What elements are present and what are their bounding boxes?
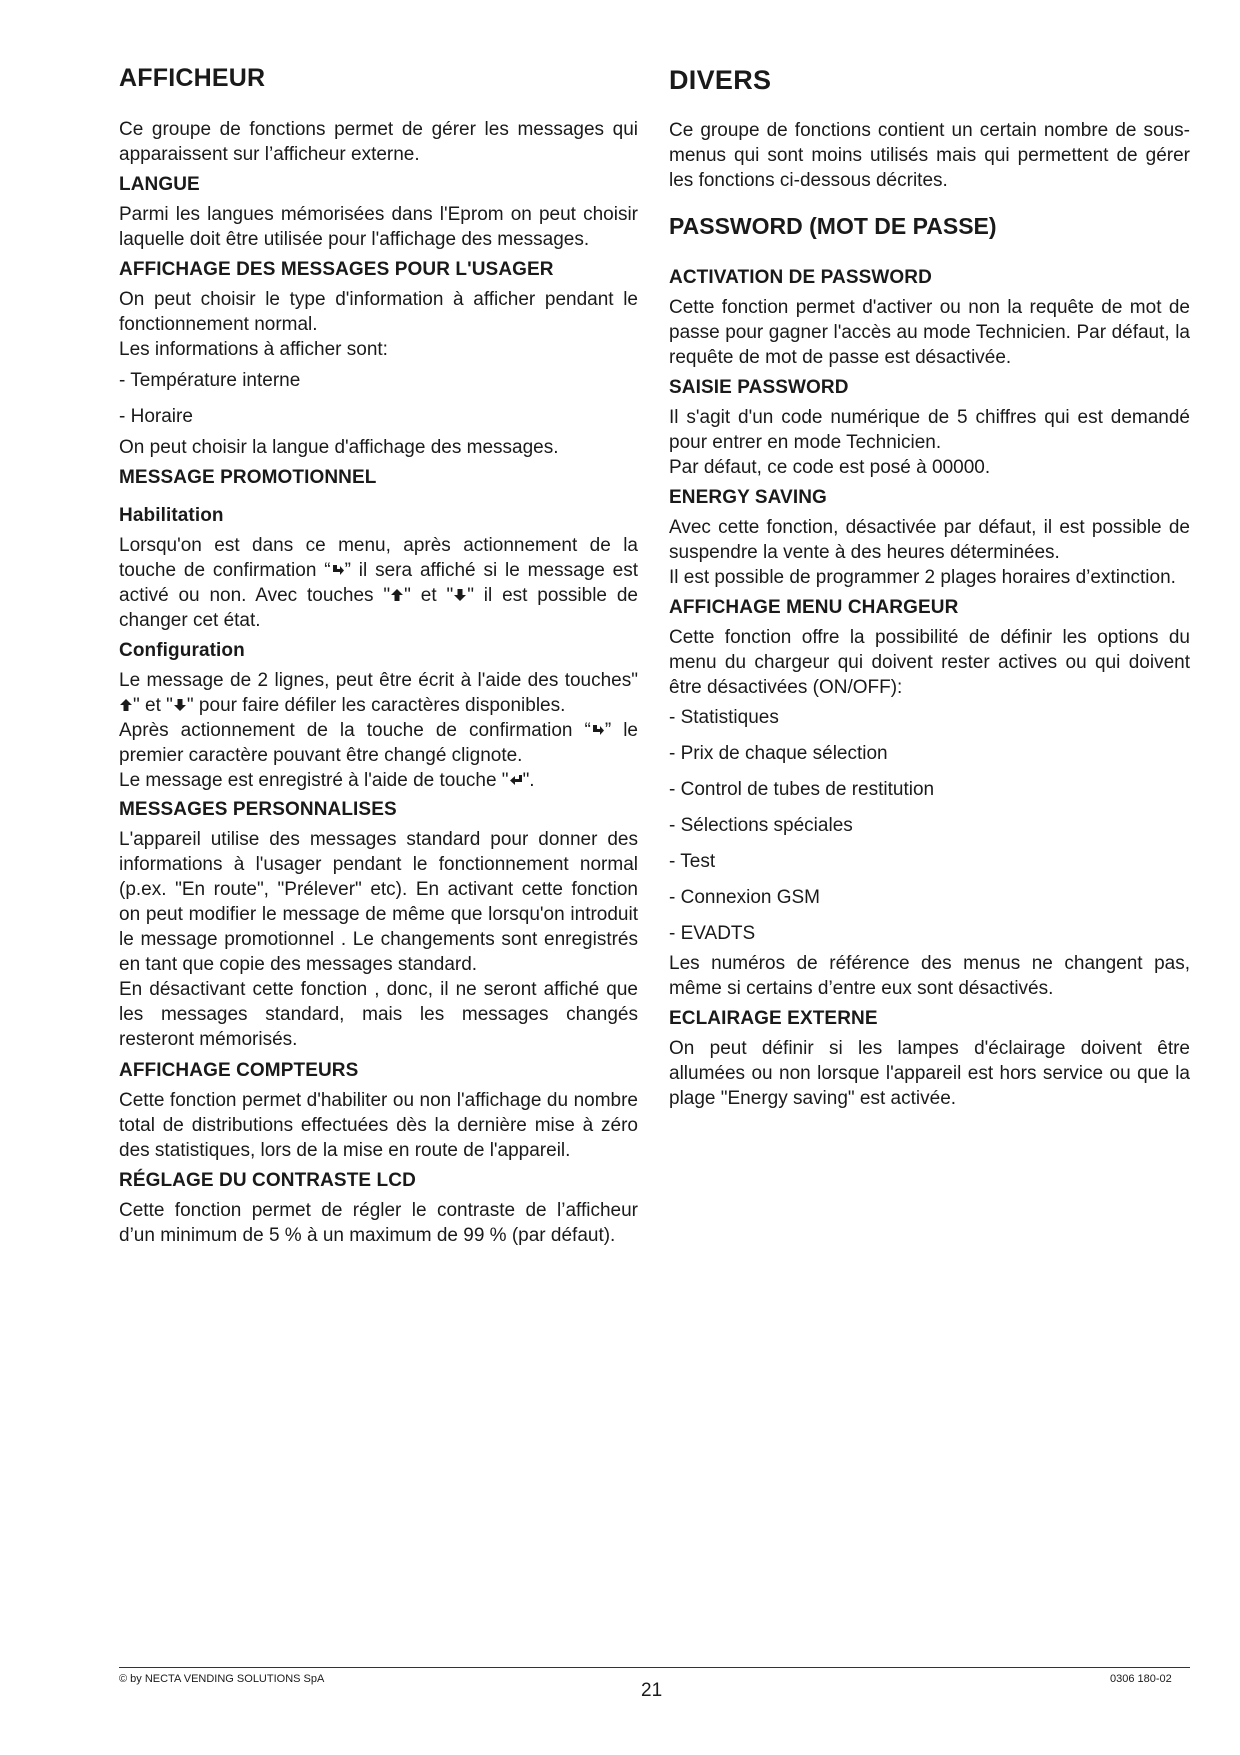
key-back-icon <box>509 773 523 787</box>
subtitle-configuration: Configuration <box>119 640 245 661</box>
subtitle-messages-personnalises: MESSAGES PERSONNALISES <box>119 799 397 820</box>
footer-copyright: © by NECTA VENDING SOLUTIONS SpA <box>119 1673 325 1685</box>
list-item: - EVADTS <box>669 923 756 944</box>
key-confirm-icon <box>331 563 345 577</box>
list-item: - Control de tubes de restitution <box>669 779 935 800</box>
list-item: - Sélections spéciales <box>669 815 853 836</box>
list-item: - Connexion GSM <box>669 887 821 908</box>
list-item: - Horaire <box>119 406 193 427</box>
list-item: - Test <box>669 851 716 872</box>
subtitle-activation-password: ACTIVATION DE PASSWORD <box>669 267 932 288</box>
key-down-icon <box>453 588 467 602</box>
key-confirm-icon <box>591 723 605 737</box>
configuration-text2: Après actionnement de la touche de confirmation “ ” le premier caractère pouvant être changé clignote. <box>119 720 638 766</box>
messages-perso-text2: En désactivant cette fonction , donc, il ne seront affiché que les messages standard, mais les messages changés resteront mémorisés. <box>119 979 638 1050</box>
subtitle-message-promotionnel: MESSAGE PROMOTIONNEL <box>119 467 377 488</box>
section-title-password: PASSWORD (MOT DE PASSE) <box>669 213 997 239</box>
chargeur-text: Cette fonction offre la possibilité de définir les options du menu du chargeur qui doivent rester actives ou qui doivent être désactivées (ON/OFF): <box>669 627 1190 698</box>
subtitle-affichage-messages: AFFICHAGE DES MESSAGES POUR L'USAGER <box>119 259 554 280</box>
contraste-text: Cette fonction permet de régler le contraste de l’afficheur d’un minimum de 5 % à un maximum de 99 % (par défaut). <box>119 1200 638 1246</box>
langue-text: Parmi les langues mémorisées dans l'Eprom on peut choisir laquelle doit être utilisée pour l'affichage des messages. <box>119 204 638 250</box>
key-up-icon <box>390 588 404 602</box>
energy-text2: Il est possible de programmer 2 plages horaires d’extinction. <box>669 567 1176 588</box>
right-column <box>669 62 1190 1111</box>
configuration-text1: Le message de 2 lignes, peut être écrit à l'aide des touches"" et " " pour faire défiler les caractères disponibles. <box>119 670 638 716</box>
list-item: - Prix de chaque sélection <box>669 743 888 764</box>
afficheur-intro: Ce groupe de fonctions permet de gérer les messages qui apparaissent sur l’afficheur externe. <box>119 119 638 165</box>
subtitle-contraste-lcd: RÉGLAGE DU CONTRASTE LCD <box>119 1170 416 1191</box>
subtitle-langue: LANGUE <box>119 174 200 195</box>
saisie-text1: Il s'agit d'un code numérique de 5 chiffres qui est demandé pour entrer en mode Technicien. <box>669 407 1190 453</box>
footer-divider <box>119 1667 1190 1668</box>
subtitle-affichage-menu-chargeur: AFFICHAGE MENU CHARGEUR <box>669 597 959 618</box>
section-title-afficheur: AFFICHEUR <box>119 64 266 92</box>
divers-intro: Ce groupe de fonctions contient un certain nombre de sous-menus qui sont moins utilisés mais qui permettent de gérer les fonctions ci-dessous décrites. <box>669 120 1190 191</box>
configuration-text3: Le message est enregistré à l'aide de touche " ". <box>119 770 535 791</box>
document-code: 0306 180-02 <box>1110 1673 1172 1685</box>
chargeur-text2: Les numéros de référence des menus ne changent pas, même si certains d’entre eux sont désactivés. <box>669 953 1190 999</box>
key-down-icon <box>173 698 187 712</box>
affichage-compteurs-text: Cette fonction permet d'habiliter ou non l'affichage du nombre total de distributions effectuées dès la dernière mise à zéro des statistiques, lors de la mise en route de l'appareil. <box>119 1090 638 1161</box>
subtitle-habilitation: Habilitation <box>119 505 224 526</box>
page-number: 21 <box>641 1680 663 1701</box>
list-item: - Température interne <box>119 370 301 391</box>
affichage-messages-text2: Les informations à afficher sont: <box>119 339 388 360</box>
subtitle-eclairage-externe: ECLAIRAGE EXTERNE <box>669 1008 878 1029</box>
saisie-text2: Par défaut, ce code est posé à 00000. <box>669 457 991 478</box>
messages-perso-text1: L'appareil utilise des messages standard pour donner des informations à l'usager pendant le fonctionnement normal (p.ex. "En route", "Prélever" etc). En activant cette fonction on peut modifier le message de même que lorsqu'on introduit le message promotionnel . Le changements sont enregistrés en tant que copie des messages standard. <box>119 829 638 975</box>
habilitation-text: Lorsqu'on est dans ce menu, après actionnement de la touche de confirmation “ ” il sera affiché si le message est activé ou non. Avec touches " " et " " il est possible de changer cet état. <box>119 535 638 631</box>
key-up-icon <box>119 698 133 712</box>
subtitle-affichage-compteurs: AFFICHAGE COMPTEURS <box>119 1060 359 1081</box>
affichage-messages-text3: On peut choisir la langue d'affichage des messages. <box>119 437 559 458</box>
energy-text1: Avec cette fonction, désactivée par défaut, il est possible de suspendre la vente à des heures déterminées. <box>669 517 1190 563</box>
eclairage-text: On peut définir si les lampes d'éclairage doivent être allumées ou non lorsque l'appareil est hors service ou que la plage "Energy saving" est activée. <box>669 1038 1190 1109</box>
section-title-divers: DIVERS <box>669 65 772 95</box>
affichage-messages-text1: On peut choisir le type d'information à afficher pendant le fonctionnement normal. <box>119 289 638 335</box>
subtitle-saisie-password: SAISIE PASSWORD <box>669 377 849 398</box>
list-item: - Statistiques <box>669 707 779 728</box>
left-column <box>119 62 638 1248</box>
activation-text: Cette fonction permet d'activer ou non la requête de mot de passe pour gagner l'accès au mode Technicien. Par défaut, la requête de mot de passe est désactivée. <box>669 297 1190 368</box>
subtitle-energy-saving: ENERGY SAVING <box>669 487 827 508</box>
